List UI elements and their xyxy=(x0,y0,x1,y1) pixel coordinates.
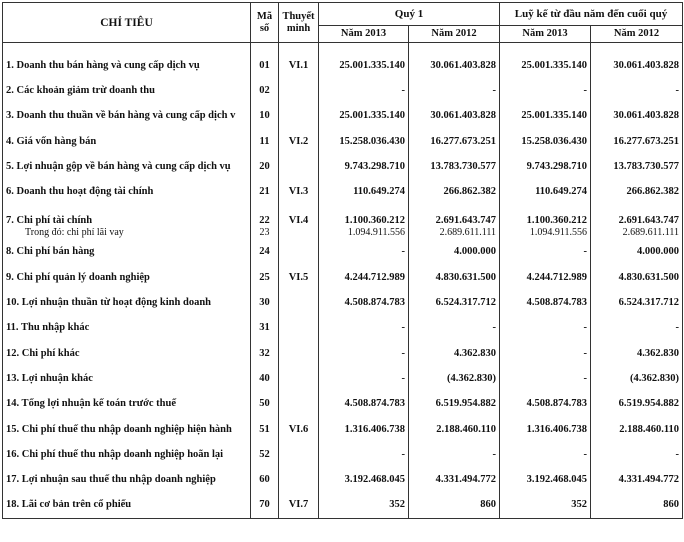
row-l2012: 266.862.382 xyxy=(591,179,683,204)
row-label: Trong đó: chi phí lãi vay xyxy=(3,227,251,240)
header-luyke-2013: Năm 2013 xyxy=(500,26,591,43)
row-label: 17. Lợi nhuận sau thuế thu nhập doanh nghiệp xyxy=(3,467,251,492)
row-l2012: 2.689.611.111 xyxy=(591,227,683,240)
row-code: 25 xyxy=(251,265,279,290)
row-q2013: 1.316.406.738 xyxy=(319,417,409,442)
row-l2012: (4.362.830) xyxy=(591,366,683,391)
row-q2013: 1.094.911.556 xyxy=(319,227,409,240)
row-label: 1. Doanh thu bán hàng và cung cấp dịch vụ xyxy=(3,53,251,78)
income-statement-table xyxy=(2,2,683,519)
row-note: VI.3 xyxy=(279,179,319,204)
row-l2013: 352 xyxy=(500,493,591,519)
row-q2012: 860 xyxy=(409,493,500,519)
row-q2013: 352 xyxy=(319,493,409,519)
row-label: 11. Thu nhập khác xyxy=(3,316,251,341)
row-note: VI.7 xyxy=(279,493,319,519)
row-label: 14. Tổng lợi nhuận kế toán trước thuế xyxy=(3,392,251,417)
table-row xyxy=(3,442,683,467)
row-code: 60 xyxy=(251,467,279,492)
table-row xyxy=(3,104,683,129)
row-q2012: 2.691.643.747 xyxy=(409,205,500,227)
row-l2013: - xyxy=(500,316,591,341)
row-q2012: - xyxy=(409,442,500,467)
row-note xyxy=(279,392,319,417)
row-label: 15. Chi phí thuế thu nhập doanh nghiệp hiện hành xyxy=(3,417,251,442)
row-q2013: 1.100.360.212 xyxy=(319,205,409,227)
row-l2013: 9.743.298.710 xyxy=(500,154,591,179)
row-q2012: 2.188.460.110 xyxy=(409,417,500,442)
row-code: 23 xyxy=(251,227,279,240)
row-q2013: 15.258.036.430 xyxy=(319,129,409,154)
row-l2012: 13.783.730.577 xyxy=(591,154,683,179)
row-l2013: - xyxy=(500,341,591,366)
income-statement xyxy=(2,2,682,540)
row-label: 13. Lợi nhuận khác xyxy=(3,366,251,391)
row-q2012: 4.362.830 xyxy=(409,341,500,366)
row-code: 40 xyxy=(251,366,279,391)
row-code: 02 xyxy=(251,78,279,103)
header-luy-ke: Luỹ kế từ đầu năm đến cuối quý xyxy=(500,3,683,26)
table-row xyxy=(3,341,683,366)
row-note xyxy=(279,240,319,265)
row-q2012: 4.830.631.500 xyxy=(409,265,500,290)
row-l2013: - xyxy=(500,78,591,103)
header-luyke-2012: Năm 2012 xyxy=(591,26,683,43)
row-code: 20 xyxy=(251,154,279,179)
row-note xyxy=(279,442,319,467)
row-l2012: - xyxy=(591,442,683,467)
row-code: 50 xyxy=(251,392,279,417)
row-l2013: - xyxy=(500,442,591,467)
row-q2013: 9.743.298.710 xyxy=(319,154,409,179)
table-row xyxy=(3,240,683,265)
row-l2012: 2.691.643.747 xyxy=(591,205,683,227)
row-l2012: 6.524.317.712 xyxy=(591,290,683,315)
row-q2012: 2.689.611.111 xyxy=(409,227,500,240)
header-quy-2013: Năm 2013 xyxy=(319,26,409,43)
row-l2013: 1.100.360.212 xyxy=(500,205,591,227)
table-body xyxy=(3,43,683,519)
row-code: 31 xyxy=(251,316,279,341)
row-label: 8. Chi phí bán hàng xyxy=(3,240,251,265)
row-q2013: 4.508.874.783 xyxy=(319,290,409,315)
row-l2013: 4.244.712.989 xyxy=(500,265,591,290)
row-l2012: 30.061.403.828 xyxy=(591,104,683,129)
row-l2013: 1.316.406.738 xyxy=(500,417,591,442)
row-note: VI.6 xyxy=(279,417,319,442)
row-label: 5. Lợi nhuận gộp về bán hàng và cung cấp dịch vụ xyxy=(3,154,251,179)
row-l2013: 1.094.911.556 xyxy=(500,227,591,240)
row-note xyxy=(279,467,319,492)
row-l2013: 4.508.874.783 xyxy=(500,290,591,315)
row-label: 6. Doanh thu hoạt động tài chính xyxy=(3,179,251,204)
row-l2012: 30.061.403.828 xyxy=(591,53,683,78)
row-l2013: - xyxy=(500,240,591,265)
row-note xyxy=(279,104,319,129)
table-row xyxy=(3,290,683,315)
row-q2013: - xyxy=(319,240,409,265)
table-row xyxy=(3,467,683,492)
row-l2012: 4.830.631.500 xyxy=(591,265,683,290)
table-row-sub xyxy=(3,227,683,240)
row-code: 32 xyxy=(251,341,279,366)
table-row xyxy=(3,154,683,179)
row-l2013: - xyxy=(500,366,591,391)
row-q2012: 6.519.954.882 xyxy=(409,392,500,417)
row-q2012: 4.000.000 xyxy=(409,240,500,265)
row-q2013: - xyxy=(319,366,409,391)
row-l2013: 15.258.036.430 xyxy=(500,129,591,154)
table-row xyxy=(3,366,683,391)
row-code: 52 xyxy=(251,442,279,467)
row-q2012: 16.277.673.251 xyxy=(409,129,500,154)
table-row xyxy=(3,78,683,103)
row-l2012: - xyxy=(591,78,683,103)
row-q2013: 3.192.468.045 xyxy=(319,467,409,492)
header-quy-1: Quý 1 xyxy=(319,3,500,26)
row-q2013: 110.649.274 xyxy=(319,179,409,204)
table-row xyxy=(3,316,683,341)
row-label: 16. Chi phí thuế thu nhập doanh nghiệp hoãn lại xyxy=(3,442,251,467)
row-l2012: 4.000.000 xyxy=(591,240,683,265)
spacer-row xyxy=(3,43,683,54)
row-l2013: 3.192.468.045 xyxy=(500,467,591,492)
row-l2013: 25.001.335.140 xyxy=(500,104,591,129)
row-l2013: 25.001.335.140 xyxy=(500,53,591,78)
row-note xyxy=(279,227,319,240)
row-q2012: 13.783.730.577 xyxy=(409,154,500,179)
row-label: 9. Chi phí quản lý doanh nghiệp xyxy=(3,265,251,290)
row-note xyxy=(279,78,319,103)
row-q2012: 266.862.382 xyxy=(409,179,500,204)
table-row xyxy=(3,392,683,417)
row-code: 24 xyxy=(251,240,279,265)
row-label: 4. Giá vốn hàng bán xyxy=(3,129,251,154)
row-code: 70 xyxy=(251,493,279,519)
table-row xyxy=(3,53,683,78)
table-row xyxy=(3,129,683,154)
row-note xyxy=(279,366,319,391)
row-code: 01 xyxy=(251,53,279,78)
row-note xyxy=(279,290,319,315)
row-l2012: 4.331.494.772 xyxy=(591,467,683,492)
row-note: VI.4 xyxy=(279,205,319,227)
row-q2012: - xyxy=(409,316,500,341)
header-chi-tieu: CHỈ TIÊU xyxy=(3,3,251,43)
row-q2013: 4.508.874.783 xyxy=(319,392,409,417)
row-l2012: - xyxy=(591,316,683,341)
row-code: 10 xyxy=(251,104,279,129)
row-code: 30 xyxy=(251,290,279,315)
row-q2013: - xyxy=(319,341,409,366)
row-q2012: 30.061.403.828 xyxy=(409,53,500,78)
header-ma-so: Mã số xyxy=(251,3,279,43)
row-code: 51 xyxy=(251,417,279,442)
row-label: 18. Lãi cơ bản trên cổ phiếu xyxy=(3,493,251,519)
row-note: VI.2 xyxy=(279,129,319,154)
row-note xyxy=(279,316,319,341)
row-label: 2. Các khoản giảm trừ doanh thu xyxy=(3,78,251,103)
table-row xyxy=(3,179,683,204)
table-header xyxy=(3,3,683,43)
row-note xyxy=(279,341,319,366)
row-l2012: 4.362.830 xyxy=(591,341,683,366)
row-q2013: - xyxy=(319,316,409,341)
row-note: VI.1 xyxy=(279,53,319,78)
row-q2012: 6.524.317.712 xyxy=(409,290,500,315)
row-l2012: 860 xyxy=(591,493,683,519)
row-q2013: 25.001.335.140 xyxy=(319,53,409,78)
table-row xyxy=(3,493,683,519)
row-q2013: 4.244.712.989 xyxy=(319,265,409,290)
row-label: 7. Chi phí tài chính xyxy=(3,205,251,227)
row-code: 11 xyxy=(251,129,279,154)
row-label: 10. Lợi nhuận thuần từ hoạt động kinh doanh xyxy=(3,290,251,315)
row-label: 12. Chi phí khác xyxy=(3,341,251,366)
row-code: 21 xyxy=(251,179,279,204)
row-note xyxy=(279,154,319,179)
row-q2013: - xyxy=(319,78,409,103)
header-quy-2012: Năm 2012 xyxy=(409,26,500,43)
row-code: 22 xyxy=(251,205,279,227)
row-q2012: - xyxy=(409,78,500,103)
row-note: VI.5 xyxy=(279,265,319,290)
row-l2012: 16.277.673.251 xyxy=(591,129,683,154)
row-q2012: (4.362.830) xyxy=(409,366,500,391)
row-l2012: 2.188.460.110 xyxy=(591,417,683,442)
table-row xyxy=(3,417,683,442)
row-q2012: 30.061.403.828 xyxy=(409,104,500,129)
row-l2013: 4.508.874.783 xyxy=(500,392,591,417)
row-label: 3. Doanh thu thuần về bán hàng và cung cấp dịch v xyxy=(3,104,251,129)
row-l2012: 6.519.954.882 xyxy=(591,392,683,417)
row-q2013: - xyxy=(319,442,409,467)
row-q2013: 25.001.335.140 xyxy=(319,104,409,129)
table-row xyxy=(3,265,683,290)
header-thuyet-minh: Thuyết minh xyxy=(279,3,319,43)
row-l2013: 110.649.274 xyxy=(500,179,591,204)
table-row xyxy=(3,205,683,227)
row-q2012: 4.331.494.772 xyxy=(409,467,500,492)
